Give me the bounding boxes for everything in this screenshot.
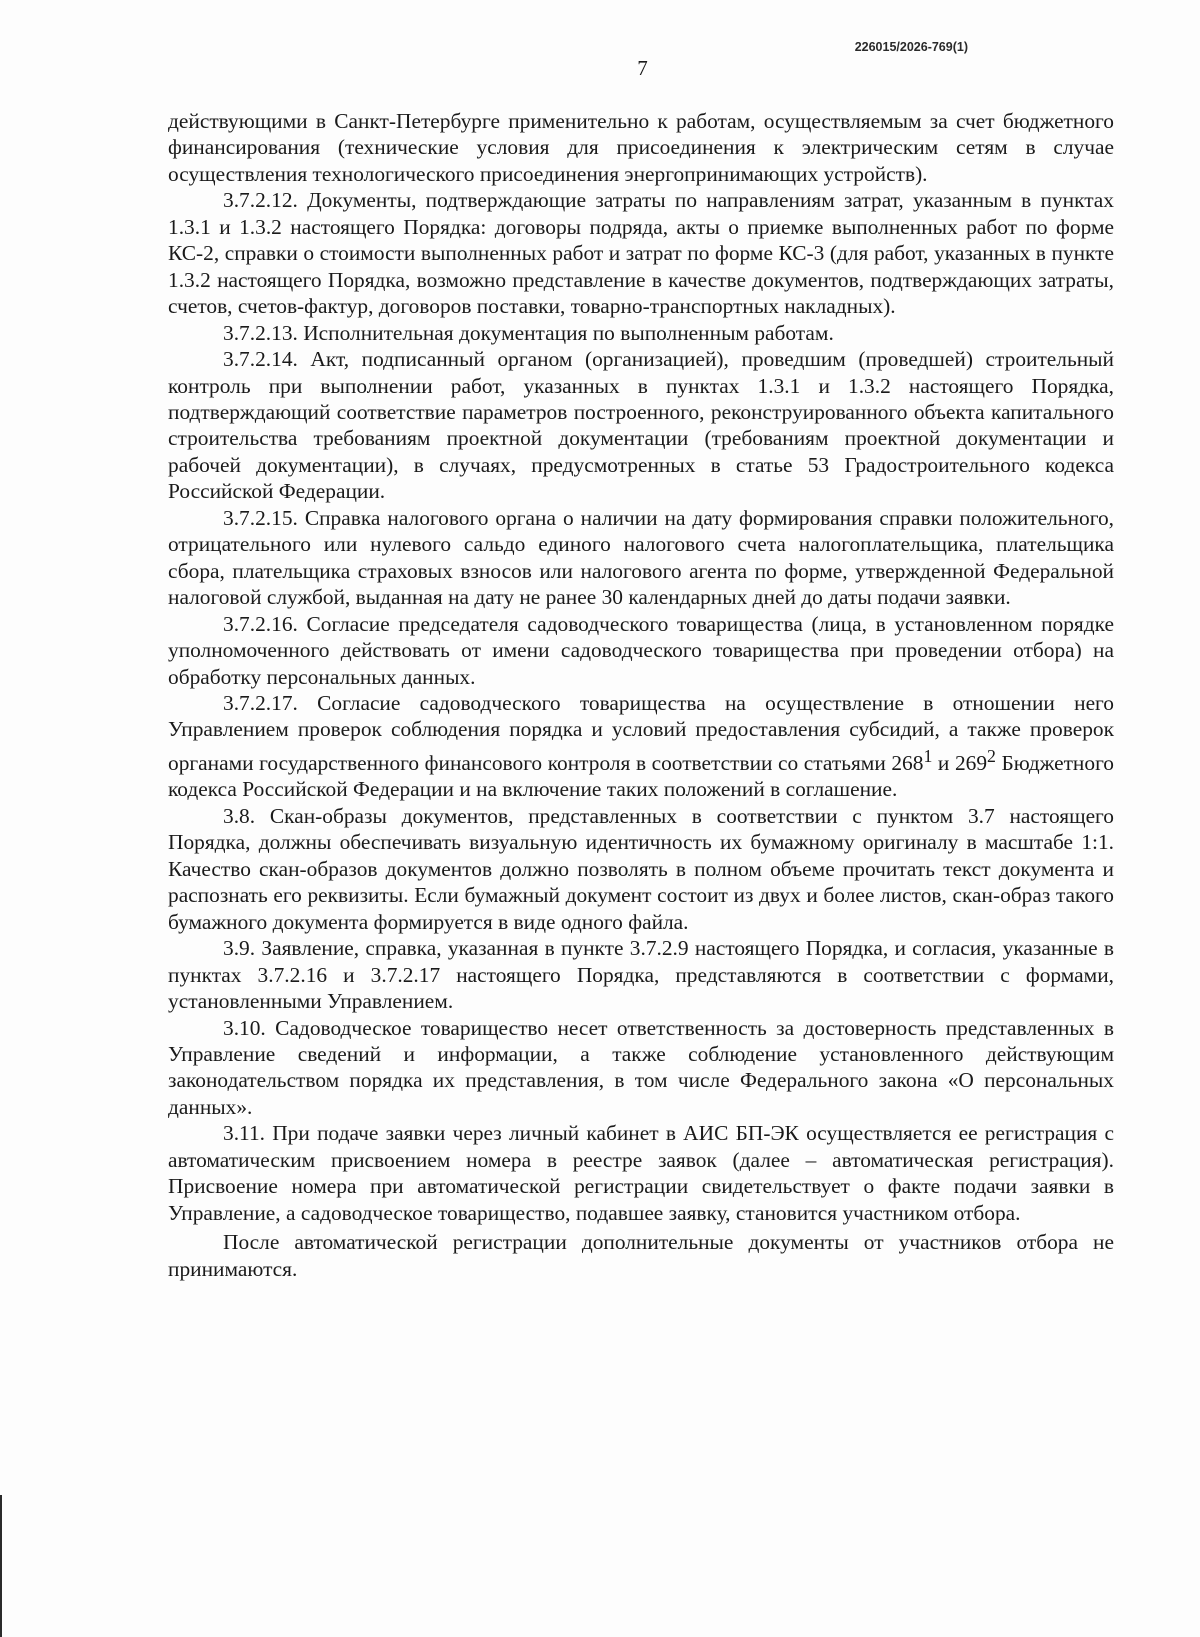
paragraph-3-10: 3.10. Садоводческое товарищество несет ответственность за достоверность представленных в Управление сведений и информации, а также соблюдение установленного действующим законодательством порядка их представления, в том числе Федерального закона «О персональных данных». [168,1015,1114,1119]
paragraph-3-7-2-17 [168,690,1114,803]
paragraph-closing: После автоматической регистрации дополнительные документы от участников отбора не принимаются. [168,1230,1114,1281]
paragraph-3-7-2-17-text-a: 3.7.2.17. Согласие садоводческого товарищества на осуществление в отношении него Управлением проверок соблюдения порядка и условий предоставления субсидий, а также проверок органами государственного финансового контроля в соответствии со статьями 268 [168,690,1114,775]
paragraph-3-7-2-12: 3.7.2.12. Документы, подтверждающие затраты по направлениям затрат, указанным в пунктах 1.3.1 и 1.3.2 настоящего Порядка: договоры подряда, акты о приемке выполненных работ по форме КС-2, справки о стоимости выполненных работ и затрат по форме КС-3 (для работ, указанных в пункте 1.3.2 настоящего Порядка, возможно представление в качестве документов, подтверждающих затраты, счетов, счетов-фактур, договоров поставки, товарно-транспортных накладных). [168,188,1114,319]
paragraph-continuation: действующими в Санкт-Петербурге применительно к работам, осуществляемым за счет бюджетного финансирования (технические условия для присоединения к электрическим сетям в случае осуществления технологического присоединения энергопринимающих устройств). [168,109,1114,186]
paragraph-3-8: 3.8. Скан-образы документов, представленных в соответствии с пунктом 3.7 настоящего Порядка, должны обеспечивать визуальную идентичность их бумажному оригиналу в масштабе 1:1. Качество скан-образов документов должно позволять в полном объеме прочитать текст документа и распознать его реквизиты. Если бумажный документ состоит из двух и более листов, скан-образ такого бумажного документа формируется в виде одного файла. [168,803,1114,934]
paragraph-3-7-2-17-text-b: и 269 [932,751,988,775]
document-registration-number: 226015/2026-769(1) [854,40,968,54]
document-body [168,108,1114,1282]
paragraph-3-9: 3.9. Заявление, справка, указанная в пункте 3.7.2.9 настоящего Порядка, и согласия, указанные в пунктах 3.7.2.16 и 3.7.2.17 настоящего Порядка, представляются в соответствии с формами, установленными Управлением. [168,936,1114,1014]
paragraph-3-7-2-13: 3.7.2.13. Исполнительная документация по выполненным работам. [223,320,834,345]
paragraph-3-7-2-17-text-c: Бюджетного кодекса Российской Федерации и на включение таких положений в соглашение. [168,751,1114,802]
paragraph-3-11: 3.11. При подаче заявки через личный кабинет в АИС БП-ЭК осуществляется ее регистрация с автоматическим присвоением номера в реестре заявок (далее – автоматическая регистрация). Присвоение номера при автоматической регистрации свидетельствует о факте подачи заявки в Управление, а садоводческое товарищество, подавшее заявку, становится участником отбора. [168,1121,1114,1225]
scan-edge-line [0,1495,2,1637]
paragraph-3-7-2-16: 3.7.2.16. Согласие председателя садоводческого товарищества (лица, в установленном порядке уполномоченного действовать от имени садоводческого товарищества при проведении отбора) на обработку персональных данных. [168,611,1114,689]
paragraph-3-7-2-14: 3.7.2.14. Акт, подписанный органом (организацией), проведшим (проведшей) строительный контроль при выполнении работ, указанных в пунктах 1.3.1 и 1.3.2 настоящего Порядка, подтверждающий соответствие параметров построенного, реконструированного объекта капитального строительства требованиям проектной документации (требованиям проектной документации и рабочей документации), в случаях, предусмотренных в статье 53 Градостроительного кодекса Российской Федерации. [168,347,1114,504]
article-superscript-2: 2 [987,745,996,766]
page-number: 7 [637,56,648,80]
paragraph-3-7-2-15: 3.7.2.15. Справка налогового органа о наличии на дату формирования справки положительного, отрицательного или нулевого сальдо единого налогового счета налогоплательщика, плательщика сбора, плательщика страховых взносов или налогового агента по форме, утвержденной Федеральной налоговой службой, выданная на дату не ранее 30 календарных дней до даты подачи заявки. [168,505,1114,610]
article-superscript-1: 1 [923,745,933,766]
